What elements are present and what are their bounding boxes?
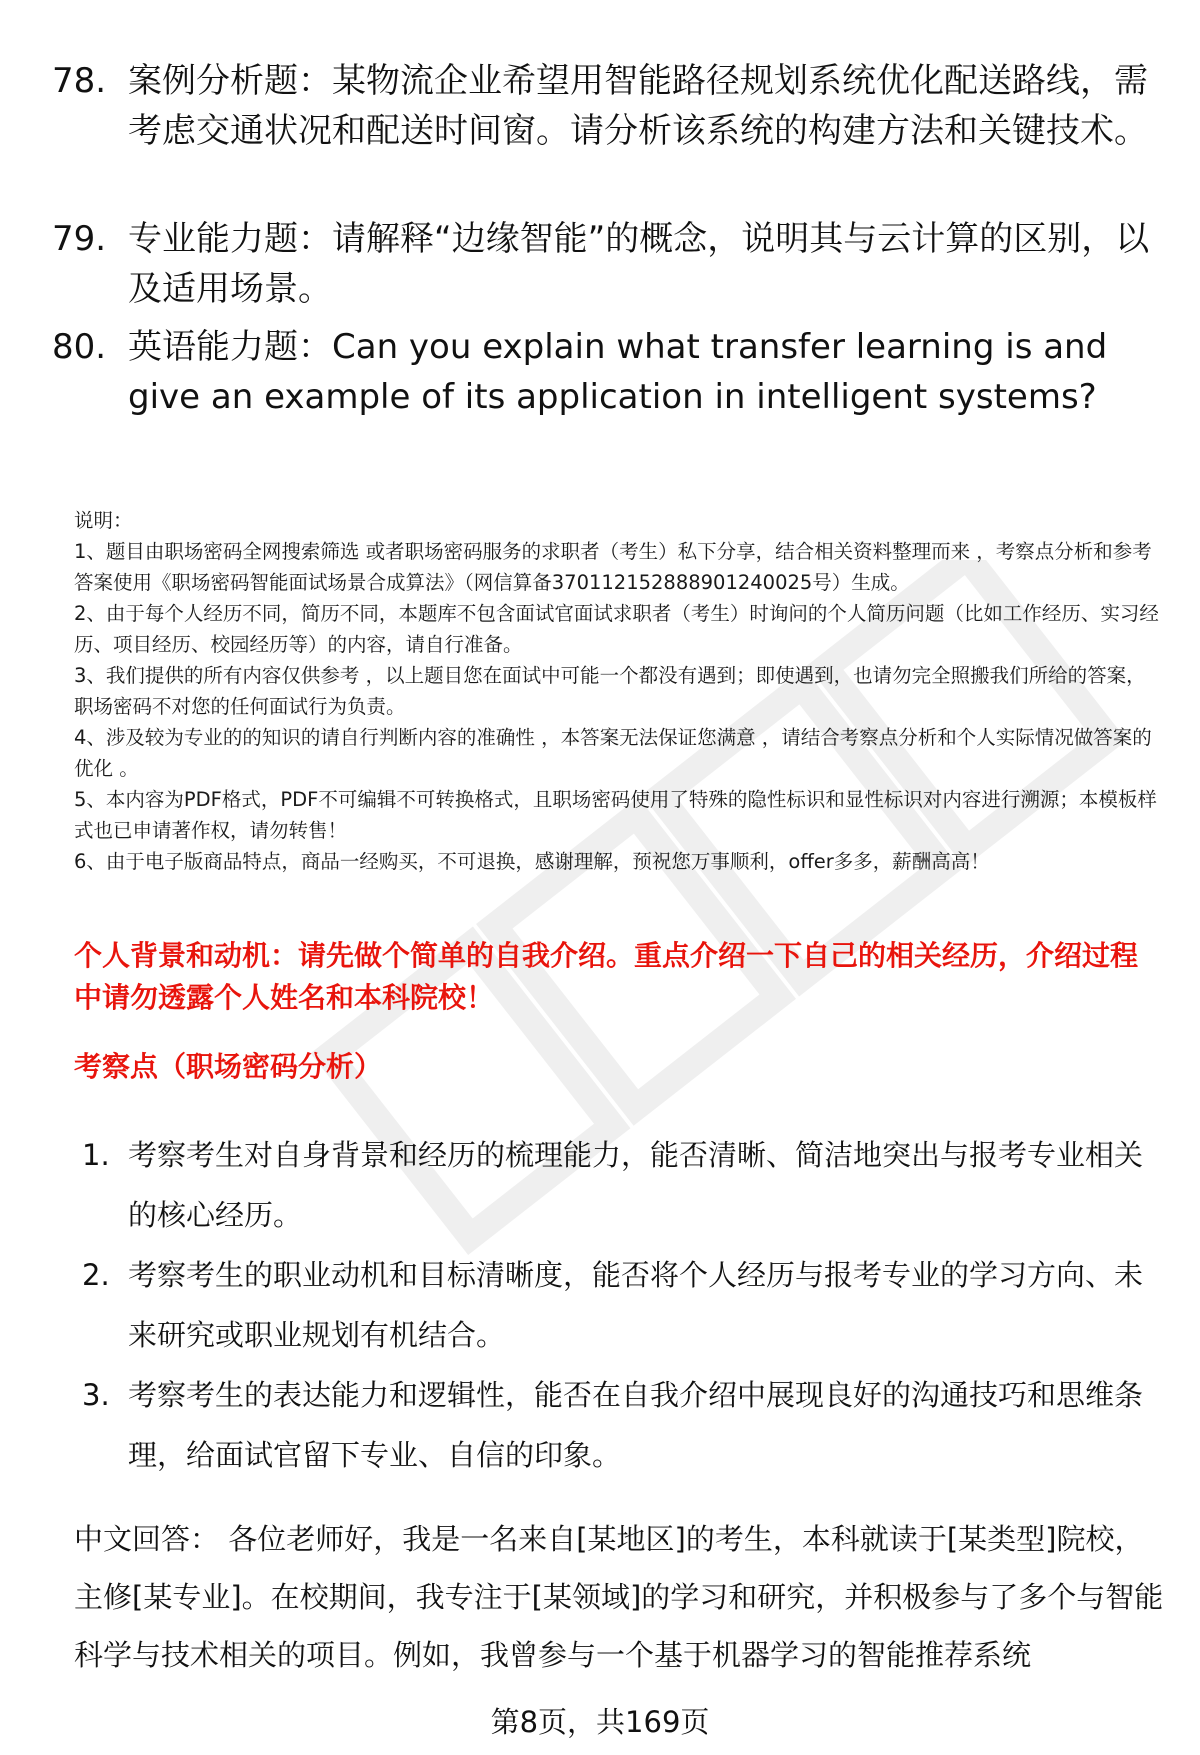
question-78: [52, 56, 1162, 156]
page-footer: 第8页，共169页: [490, 1705, 710, 1739]
question-text: 专业能力题：请解释“边缘智能”的概念，说明其与云计算的区别，以及适用场景。: [128, 219, 1150, 309]
key-point-text: 考察考生对自身背景和经历的梳理能力，能否清晰、简洁地突出与报考专业相关的核心经历。: [128, 1138, 1144, 1232]
key-point-item: [82, 1125, 1162, 1245]
notes-heading: 说明：: [74, 509, 133, 532]
question-number: 78.: [52, 61, 107, 101]
key-point-item: [82, 1365, 1162, 1485]
note-item: 6、由于电子版商品特点，商品一经购买，不可退换，感谢理解，预祝您万事顺利，offer多多，薪酬高高！: [74, 850, 990, 873]
note-item: 4、涉及较为专业的的知识的请自行判断内容的准确性 ，本答案无法保证您满意 ，请结合考察点分析和个人实际情况做答案的优化 。: [74, 726, 1152, 780]
question-number: 80.: [52, 327, 107, 367]
note-item: 2、由于每个人经历不同，简历不同，本题库不包含面试官面试求职者（考生）时询问的个人简历问题（比如工作经历、实习经历、项目经历、校园经历等）的内容，请自行准备。: [74, 602, 1159, 656]
answer-text: 中文回答： 各位老师好，我是一名来自[某地区]的考生，本科就读于[某类型]院校，主修[某专业]。在校期间，我专注于[某领域]的学习和研究，并积极参与了多个与智能科学与技术相关的项目。例如，我曾参与一个基于机器学习的智能推荐系统: [74, 1522, 1164, 1672]
key-point-number: 1.: [82, 1138, 110, 1172]
key-point-number: 3.: [82, 1378, 110, 1412]
question-text: 案例分析题：某物流企业希望用智能路径规划系统优化配送路线，需考虑交通状况和配送时间窗。请分析该系统的构建方法和关键技术。: [128, 61, 1148, 151]
question-text: 英语能力题：Can you explain what transfer learning is and give an example of its application in intelligent systems?: [128, 327, 1108, 417]
note-item: 1、题目由职场密码全网搜索筛选 或者职场密码服务的求职者（考生）私下分享，结合相关资料整理而来 ，考察点分析和参考答案使用《职场密码智能面试场景合成算法》（网信算备370112152888901240025号）生成。: [74, 540, 1152, 594]
key-point-text: 考察考生的表达能力和逻辑性，能否在自我介绍中展现良好的沟通技巧和思维条理，给面试官留下专业、自信的印象。: [128, 1378, 1144, 1472]
key-point-item: [82, 1245, 1162, 1365]
key-points-heading: 考察点（职场密码分析）: [74, 1050, 383, 1083]
background-question: 个人背景和动机：请先做个简单的自我介绍。重点介绍一下自己的相关经历，介绍过程中请勿透露个人姓名和本科院校！: [74, 939, 1139, 1014]
notes-section: [74, 505, 1164, 877]
note-item: 5、本内容为PDF格式，PDF不可编辑不可转换格式，且职场密码使用了特殊的隐性标识和显性标识对内容进行溯源；本模板样式也已申请著作权，请勿转售！: [74, 788, 1157, 842]
question-79: [52, 214, 1162, 314]
key-point-number: 2.: [82, 1258, 110, 1292]
question-number: 79.: [52, 219, 107, 259]
key-points-list: [82, 1125, 1162, 1485]
question-80: [52, 322, 1162, 422]
key-point-text: 考察考生的职业动机和目标清晰度，能否将个人经历与报考专业的学习方向、未来研究或职业规划有机结合。: [128, 1258, 1144, 1352]
note-item: 3、我们提供的所有内容仅供参考 ，以上题目您在面试中可能一个都没有遇到；即使遇到，也请勿完全照搬我们所给的答案，职场密码不对您的任何面试行为负责。: [74, 664, 1146, 718]
